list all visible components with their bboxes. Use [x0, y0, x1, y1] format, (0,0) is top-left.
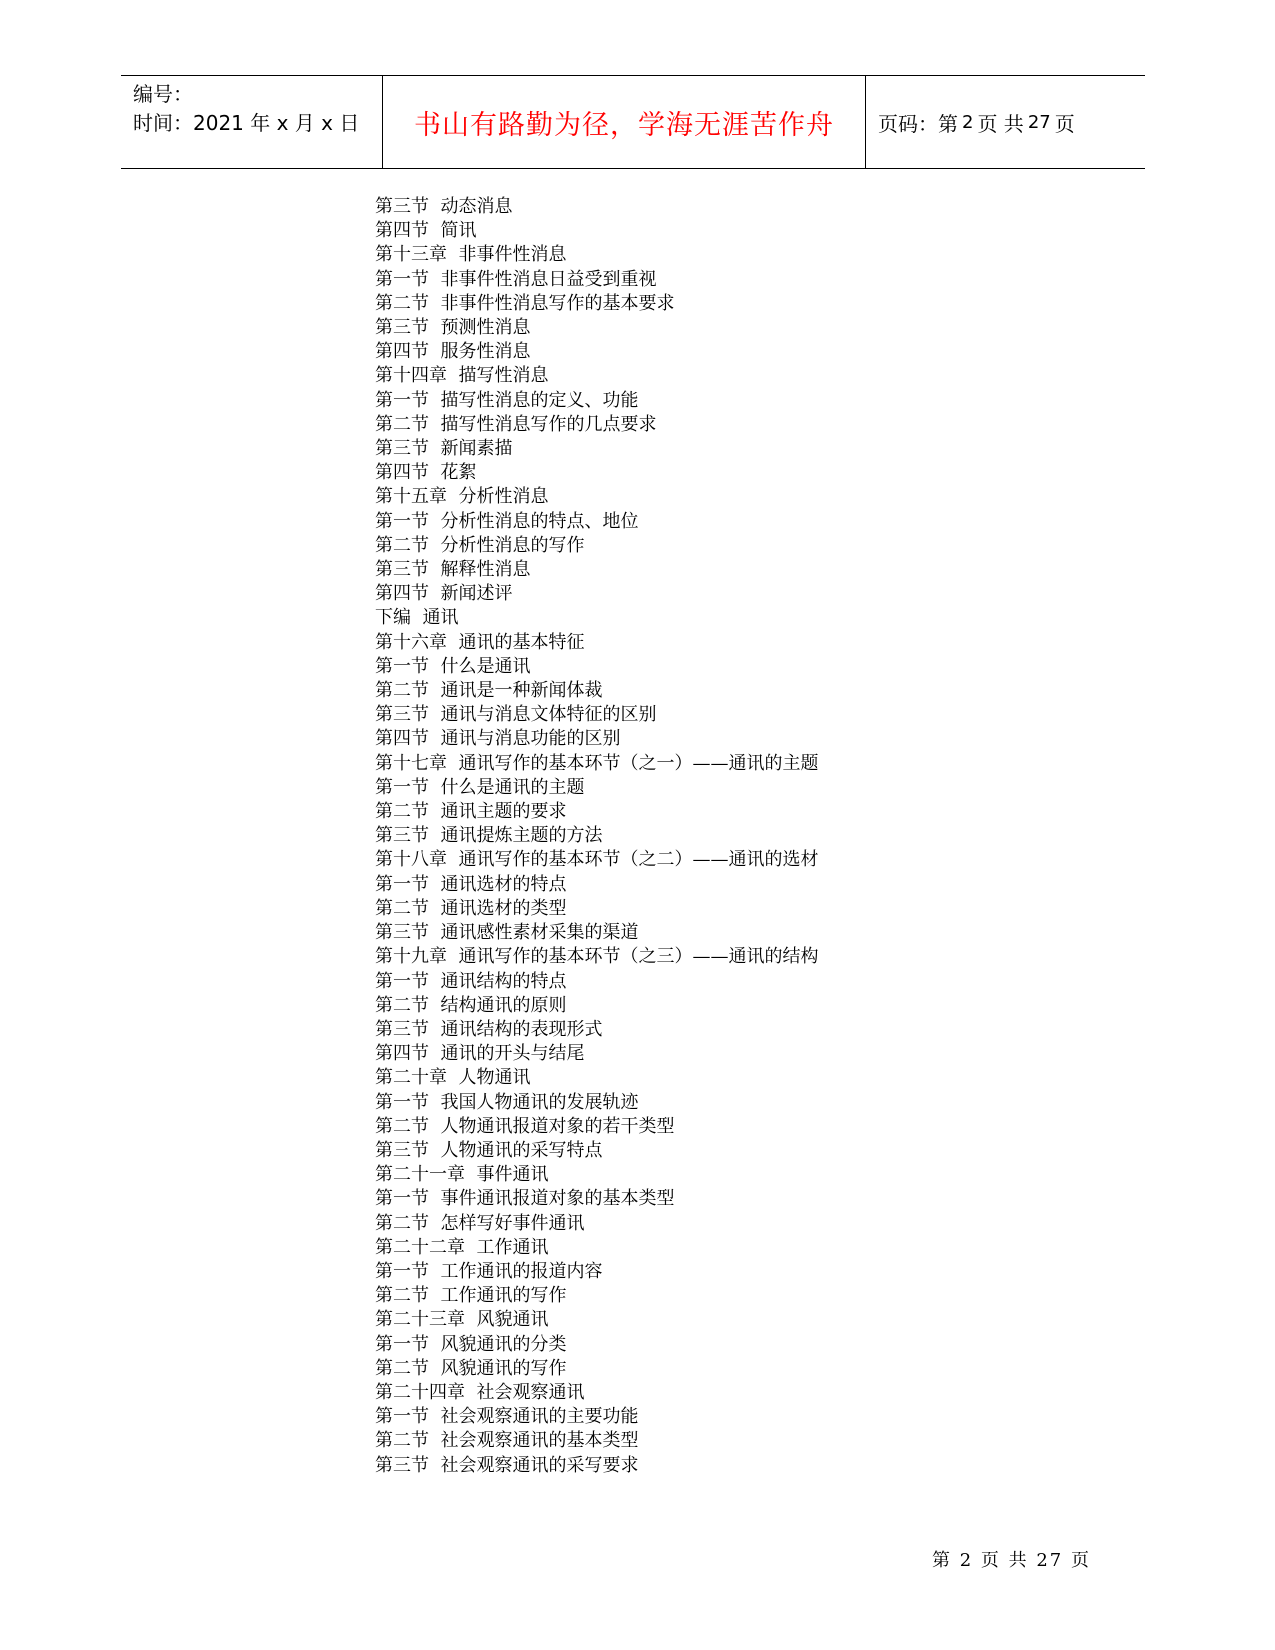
toc-entry: 第四节 简讯 — [375, 220, 477, 242]
header-page-indicator — [866, 76, 1145, 168]
toc-entry: 第四节 通讯的开头与结尾 — [375, 1043, 585, 1065]
toc-entry: 第二十章 人物通讯 — [375, 1067, 531, 1089]
toc-entry: 第一节 什么是通讯 — [375, 655, 531, 677]
toc-entry: 第二节 人物通讯报道对象的若干类型 — [375, 1115, 675, 1137]
toc-entry: 第十八章 通讯写作的基本环节（之二）——通讯的选材 — [375, 849, 819, 871]
toc-entry: 第二节 结构通讯的原则 — [375, 994, 567, 1016]
toc-entry: 第三节 动态消息 — [375, 196, 513, 217]
toc-entry: 第十五章 分析性消息 — [375, 486, 549, 508]
toc-entry: 第四节 服务性消息 — [375, 341, 531, 363]
toc-entry: 第三节 解释性消息 — [375, 559, 531, 581]
toc-entry: 第三节 社会观察通讯的采写要求 — [375, 1454, 639, 1476]
toc-entry: 第三节 通讯感性素材采集的渠道 — [375, 922, 639, 944]
toc-entry: 第一节 通讯结构的特点 — [375, 970, 567, 992]
toc-entry: 第一节 分析性消息的特点、地位 — [375, 510, 639, 532]
toc-entry: 第一节 事件通讯报道对象的基本类型 — [375, 1188, 675, 1210]
toc-entry: 第二节 工作通讯的写作 — [375, 1285, 567, 1307]
toc-entry: 第十六章 通讯的基本特征 — [375, 631, 585, 653]
toc-entry: 第一节 我国人物通讯的发展轨迹 — [375, 1091, 639, 1113]
number-label: 编号： — [133, 82, 193, 106]
toc-entry: 第十九章 通讯写作的基本环节（之三）——通讯的结构 — [375, 946, 819, 968]
toc-entry: 第二节 社会观察通讯的基本类型 — [375, 1430, 639, 1452]
toc-entry: 第三节 预测性消息 — [375, 317, 531, 339]
toc-entry: 第一节 什么是通讯的主题 — [375, 776, 585, 798]
toc-entry: 第三节 新闻素描 — [375, 438, 513, 460]
toc-entry: 第二节 风貌通讯的写作 — [375, 1357, 567, 1379]
toc-entry: 第四节 通讯与消息功能的区别 — [375, 728, 621, 750]
header-motto: 书山有路勤为径，学海无涯苦作舟 — [383, 76, 866, 168]
page-current: 2 — [962, 111, 974, 133]
toc-entry: 第二十一章 事件通讯 — [375, 1164, 549, 1186]
toc-entry: 第四节 花絮 — [375, 462, 477, 484]
toc-entry: 第一节 通讯选材的特点 — [375, 873, 567, 895]
toc-entry: 第二节 非事件性消息写作的基本要求 — [375, 292, 675, 314]
page-label-prefix: 页码：第 — [878, 111, 958, 136]
toc-entry: 第十四章 描写性消息 — [375, 365, 549, 387]
toc-entry: 第三节 通讯提炼主题的方法 — [375, 825, 603, 847]
toc-entry: 第一节 非事件性消息日益受到重视 — [375, 268, 657, 290]
toc-entry: 第十七章 通讯写作的基本环节（之一）——通讯的主题 — [375, 752, 819, 774]
page-total: 27 — [1027, 111, 1051, 133]
toc-entry: 第十三章 非事件性消息 — [375, 244, 567, 266]
toc-entry: 第二节 通讯主题的要求 — [375, 801, 567, 823]
page-label-middle: 页 共 — [977, 111, 1024, 136]
toc-entry: 第二节 怎样写好事件通讯 — [375, 1212, 585, 1234]
toc-entry: 第三节 通讯与消息文体特征的区别 — [375, 704, 657, 726]
toc-entry: 第二十四章 社会观察通讯 — [375, 1381, 585, 1403]
toc-entry: 第二节 通讯选材的类型 — [375, 897, 567, 919]
table-of-contents — [375, 195, 818, 1478]
toc-entry: 第四节 新闻述评 — [375, 583, 513, 605]
toc-entry: 第一节 描写性消息的定义、功能 — [375, 389, 639, 411]
page-header — [121, 75, 1145, 169]
toc-entry: 第二节 分析性消息的写作 — [375, 534, 585, 556]
toc-entry: 第二十二章 工作通讯 — [375, 1236, 549, 1258]
page-label-suffix: 页 — [1054, 111, 1075, 136]
toc-entry: 第一节 工作通讯的报道内容 — [375, 1260, 603, 1282]
header-meta — [121, 76, 383, 168]
toc-entry: 第一节 风貌通讯的分类 — [375, 1333, 567, 1355]
page-footer: 第 2 页 共 27 页 — [932, 1550, 1091, 1571]
toc-entry: 第三节 人物通讯的采写特点 — [375, 1139, 603, 1161]
toc-entry: 第二十三章 风貌通讯 — [375, 1309, 549, 1331]
time-label: 时间：2021 年 x 月 x 日 — [133, 111, 360, 135]
toc-entry: 第一节 社会观察通讯的主要功能 — [375, 1406, 639, 1428]
toc-entry: 第二节 描写性消息写作的几点要求 — [375, 413, 657, 435]
toc-entry: 第二节 通讯是一种新闻体裁 — [375, 680, 603, 702]
toc-entry: 下编 通讯 — [375, 607, 459, 629]
toc-entry: 第三节 通讯结构的表现形式 — [375, 1018, 603, 1040]
